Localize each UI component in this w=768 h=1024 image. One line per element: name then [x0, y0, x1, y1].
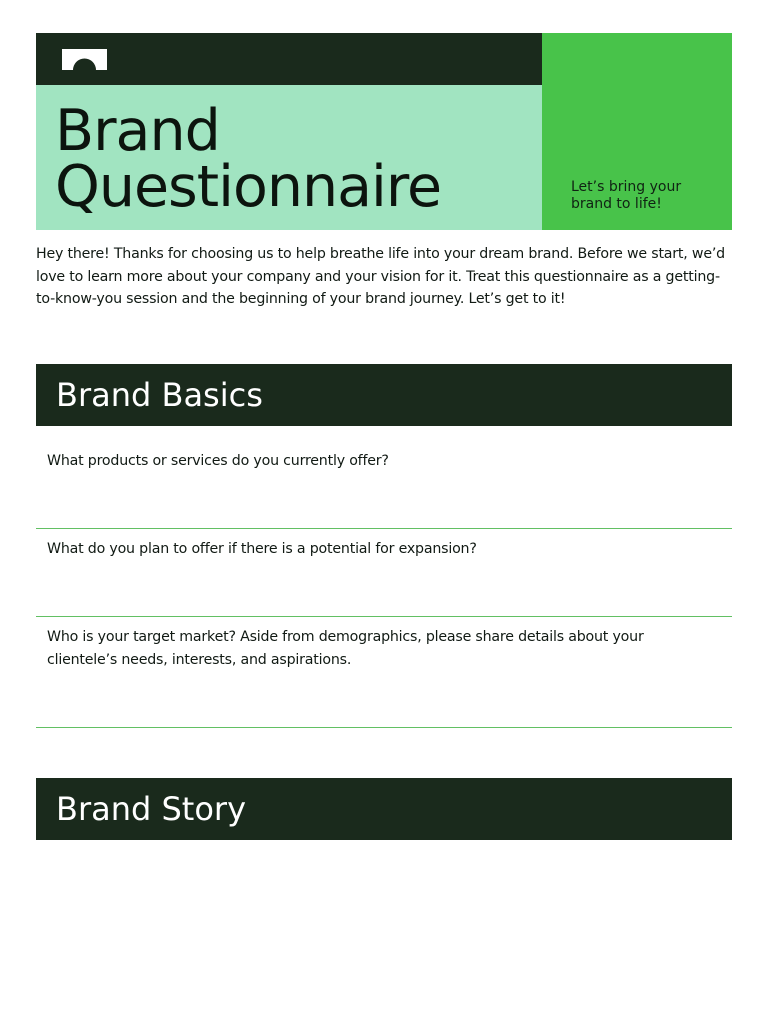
- page-title-line-1: Brand: [55, 98, 220, 164]
- tagline: Let’s bring your brand to life!: [571, 179, 682, 212]
- question-expansion: What do you plan to offer if there is a potential for expansion?: [47, 541, 477, 557]
- header-dark-band: [36, 33, 542, 85]
- question-products-services: What products or services do you currently offer?: [47, 453, 389, 469]
- section-header-brand-basics: [36, 364, 732, 426]
- arch-logo-icon: [62, 49, 107, 70]
- intro-paragraph: Hey there! Thanks for choosing us to help breathe life into your dream brand. Before we start, we’d love to learn more about your company and your vision for it. Treat this questionnaire as a getting-to-know-you session and the beginning of your brand journey. Let’s get to it!: [36, 246, 725, 307]
- answer-divider: [36, 616, 732, 617]
- question-target-market: Who is your target market? Aside from demographics, please share details about your clientele’s needs, interests, and aspirations.: [47, 629, 644, 668]
- section-header-brand-story: [36, 778, 732, 840]
- title-panel: [36, 85, 542, 230]
- page-title: [55, 98, 442, 220]
- answer-divider: [36, 528, 732, 529]
- page-title-line-2: Questionnaire: [55, 154, 442, 220]
- answer-divider: [36, 727, 732, 728]
- section-title: Brand Story: [56, 790, 247, 828]
- tagline-panel: [542, 33, 732, 230]
- section-title: Brand Basics: [56, 376, 263, 414]
